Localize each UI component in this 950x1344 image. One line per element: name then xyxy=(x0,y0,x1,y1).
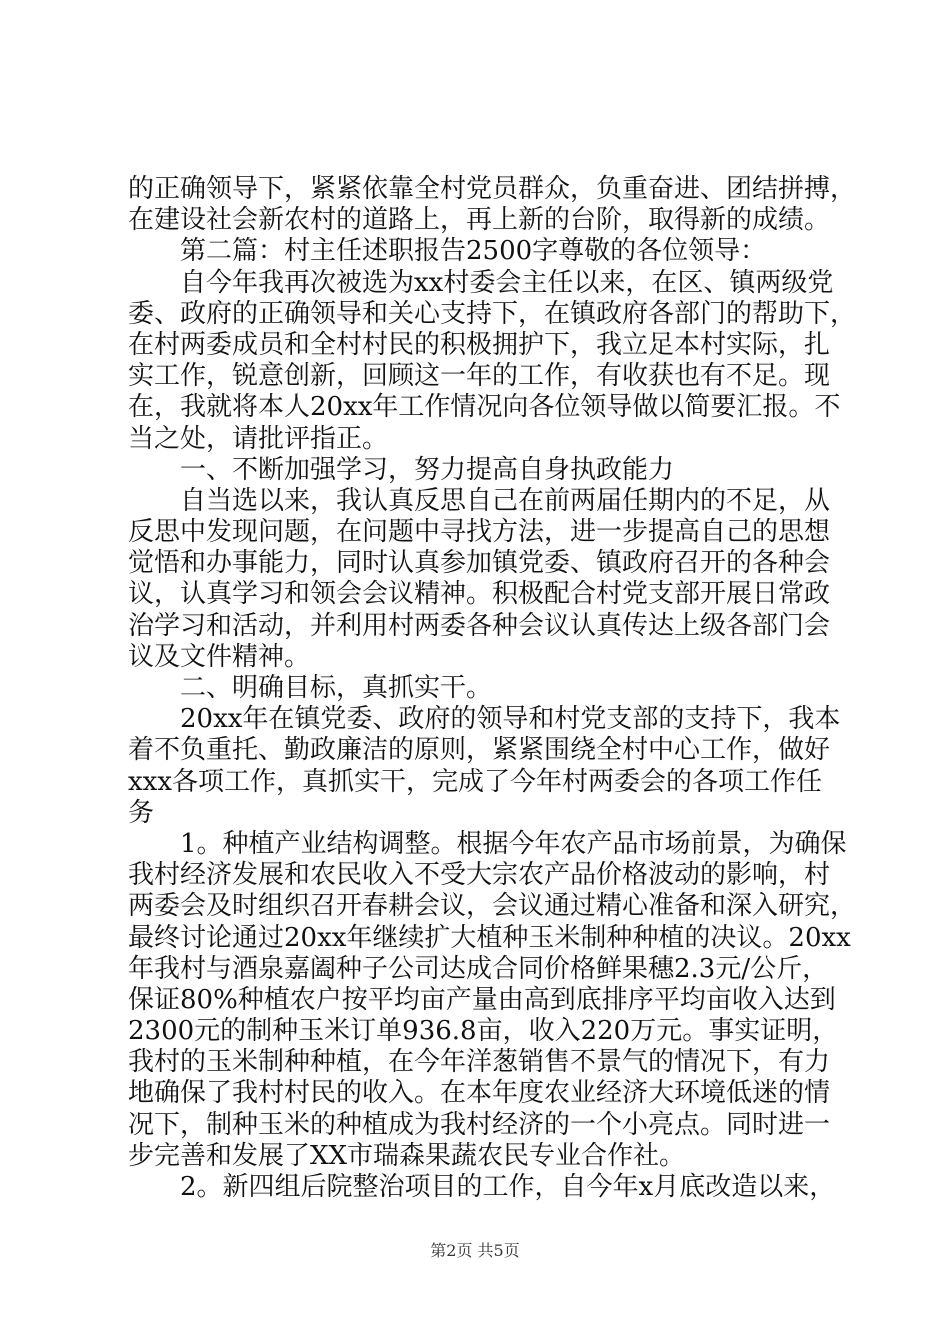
text-line: xxx各项工作，真抓实干，完成了今年村两委会的各项工作任 xyxy=(128,766,822,797)
text-line: 年我村与酒泉嘉阖种子公司达成合同价格鲜果穗2.3元/公斤， xyxy=(128,953,829,984)
text-line: 实工作，锐意创新，回顾这一年的工作，有收获也有不足。现 xyxy=(128,361,831,392)
text-line: 议，认真学习和领会会议精神。积极配合村党支部开展日常政 xyxy=(128,579,831,610)
text-line: 20xx年在镇党委、政府的领导和村党支部的支持下，我本 xyxy=(180,704,841,735)
text-line: 2300元的制种玉米订单936.8亩，收入220万元。事实证明， xyxy=(128,1016,839,1047)
text-line: 觉悟和办事能力，同时认真参加镇党委、镇政府召开的各种会 xyxy=(128,548,831,579)
text-line: 两委会及时组织召开春耕会议，会议通过精心准备和深入研究， xyxy=(128,891,857,922)
text-line: 我村的玉米制种种植，在今年洋葱销售不景气的情况下，有力 xyxy=(128,1047,831,1078)
text-line: 最终讨论通过20xx年继续扩大植种玉米制种种植的决议。20xx xyxy=(128,922,851,953)
text-line: 议及文件精神。 xyxy=(128,641,311,672)
text-line: 当之处，请批评指正。 xyxy=(128,423,389,454)
text-line: 在，我就将本人20xx年工作情况向各位领导做以简要汇报。不 xyxy=(128,392,841,423)
text-line: 我村经济发展和农民收入不受大宗农产品价格波动的影响，村 xyxy=(128,860,831,891)
text-line: 2。新四组后院整治项目的工作，自今年x月底改造以来， xyxy=(180,1172,836,1202)
section-heading: 二、明确目标，真抓实干。 xyxy=(180,673,493,703)
page-number: 第2页 共5页 xyxy=(430,1241,520,1260)
text-line: 保证80%种植农户按平均亩产量由高到底排序平均亩收入达到 xyxy=(128,984,836,1015)
text-line: 务 xyxy=(128,797,155,828)
text-line: 自当选以来，我认真反思自己在前两届任期内的不足，从 xyxy=(180,485,831,516)
section-heading: 一、不断加强学习，努力提高自身执政能力 xyxy=(180,454,675,485)
text-line: 况下，制种玉米的种植成为我村经济的一个小亮点。同时进一 xyxy=(128,1109,831,1140)
text-line: 在建设社会新农村的道路上，再上新的台阶，取得新的成绩。 xyxy=(128,205,831,236)
document-body xyxy=(128,174,857,1203)
section-title: 第二篇：村主任述职报告2500字尊敬的各位领导： xyxy=(180,236,767,267)
text-line: 委、政府的正确领导和关心支持下，在镇政府各部门的帮助下， xyxy=(128,298,857,329)
text-line: 1。种植产业结构调整。根据今年农产品市场前景，为确保 xyxy=(180,828,847,859)
text-line: 地确保了我村村民的收入。在本年度农业经济大环境低迷的情 xyxy=(128,1078,831,1109)
text-line: 自今年我再次被选为xx村委会主任以来，在区、镇两级党 xyxy=(180,267,834,298)
text-line: 在村两委成员和全村村民的积极拥护下，我立足本村实际，扎 xyxy=(128,329,831,360)
text-line: 的正确领导下，紧紧依靠全村党员群众，负重奋进、团结拼搏， xyxy=(128,174,857,204)
text-line: 反思中发现问题，在问题中寻找方法，进一步提高自己的思想 xyxy=(128,517,831,548)
text-line: 步完善和发展了XX市瑞森果蔬农民专业合作社。 xyxy=(128,1140,686,1171)
text-line: 治学习和活动，并利用村两委各种会议认真传达上级各部门会 xyxy=(128,610,831,641)
text-line: 着不负重托、勤政廉洁的原则，紧紧围绕全村中心工作，做好 xyxy=(128,735,831,766)
